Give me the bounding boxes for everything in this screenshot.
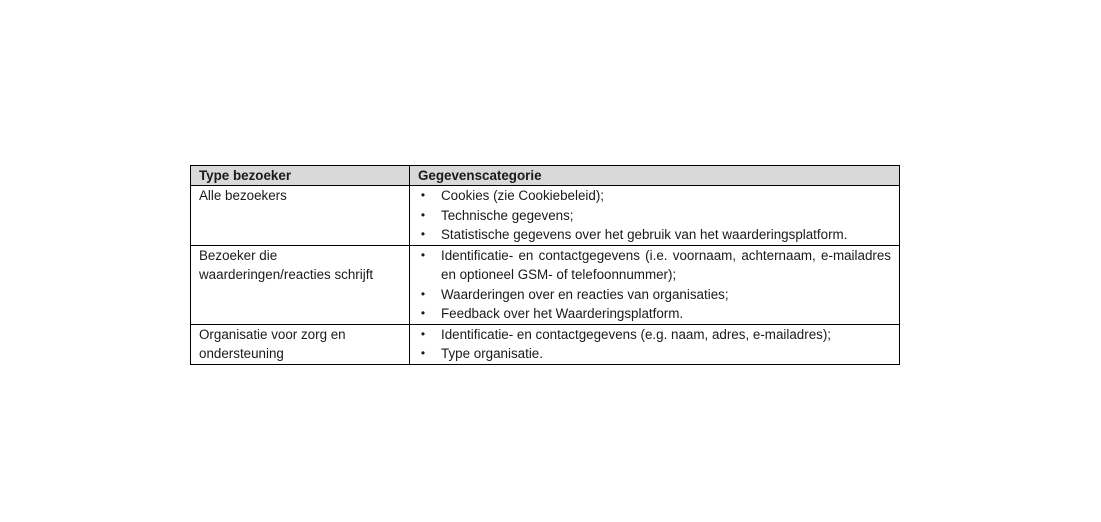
category-cell <box>410 245 900 324</box>
list-item-text: Technische gegevens; <box>441 207 574 223</box>
list-item <box>418 246 891 285</box>
visitor-type-cell: Alle bezoekers <box>191 186 410 246</box>
bullet-icon: • <box>420 326 426 341</box>
table-header-row <box>191 166 900 186</box>
category-list <box>418 246 891 324</box>
list-item-text: Waarderingen over en reacties van organisaties; <box>441 286 729 302</box>
bullet-icon: • <box>420 207 426 222</box>
list-item-text: Cookies (zie Cookiebeleid); <box>441 188 604 203</box>
header-gegevenscategorie: Gegevenscategorie <box>410 166 900 186</box>
list-item <box>418 344 891 364</box>
list-item <box>418 325 891 345</box>
visitor-type-cell: Bezoeker die waarderingen/reacties schrijft <box>191 245 410 324</box>
list-item-text: Feedback over het Waarderingsplatform. <box>441 306 684 321</box>
bullet-icon: • <box>420 286 426 301</box>
list-item <box>418 285 891 305</box>
bullet-icon: • <box>420 306 426 320</box>
visitor-type-cell: Organisatie voor zorg en ondersteuning <box>191 324 410 364</box>
list-item <box>418 206 891 226</box>
list-item-text: Statistische gegevens over het gebruik van het waarderingsplatform. <box>441 227 848 242</box>
list-item-text: Identificatie- en contactgegevens (i.e. voornaam, achternaam, e-mailadres en optioneel GSM- of telefoonnummer); <box>441 247 891 282</box>
list-item <box>418 225 891 245</box>
category-cell <box>410 324 900 364</box>
list-item <box>418 304 891 324</box>
category-cell <box>410 186 900 246</box>
category-list <box>418 186 891 245</box>
table-row <box>191 186 900 246</box>
table-row <box>191 324 900 364</box>
bullet-icon: • <box>420 247 426 262</box>
table-row <box>191 245 900 324</box>
header-type-bezoeker: Type bezoeker <box>191 166 410 186</box>
bullet-icon: • <box>420 188 426 202</box>
list-item-text: Identificatie- en contactgegevens (e.g. naam, adres, e-mailadres); <box>441 326 832 342</box>
bullet-icon: • <box>420 346 426 360</box>
bullet-icon: • <box>420 227 426 241</box>
list-item-text: Type organisatie. <box>441 346 543 361</box>
visitor-data-table <box>190 165 900 365</box>
list-item <box>418 186 891 206</box>
category-list <box>418 325 891 364</box>
